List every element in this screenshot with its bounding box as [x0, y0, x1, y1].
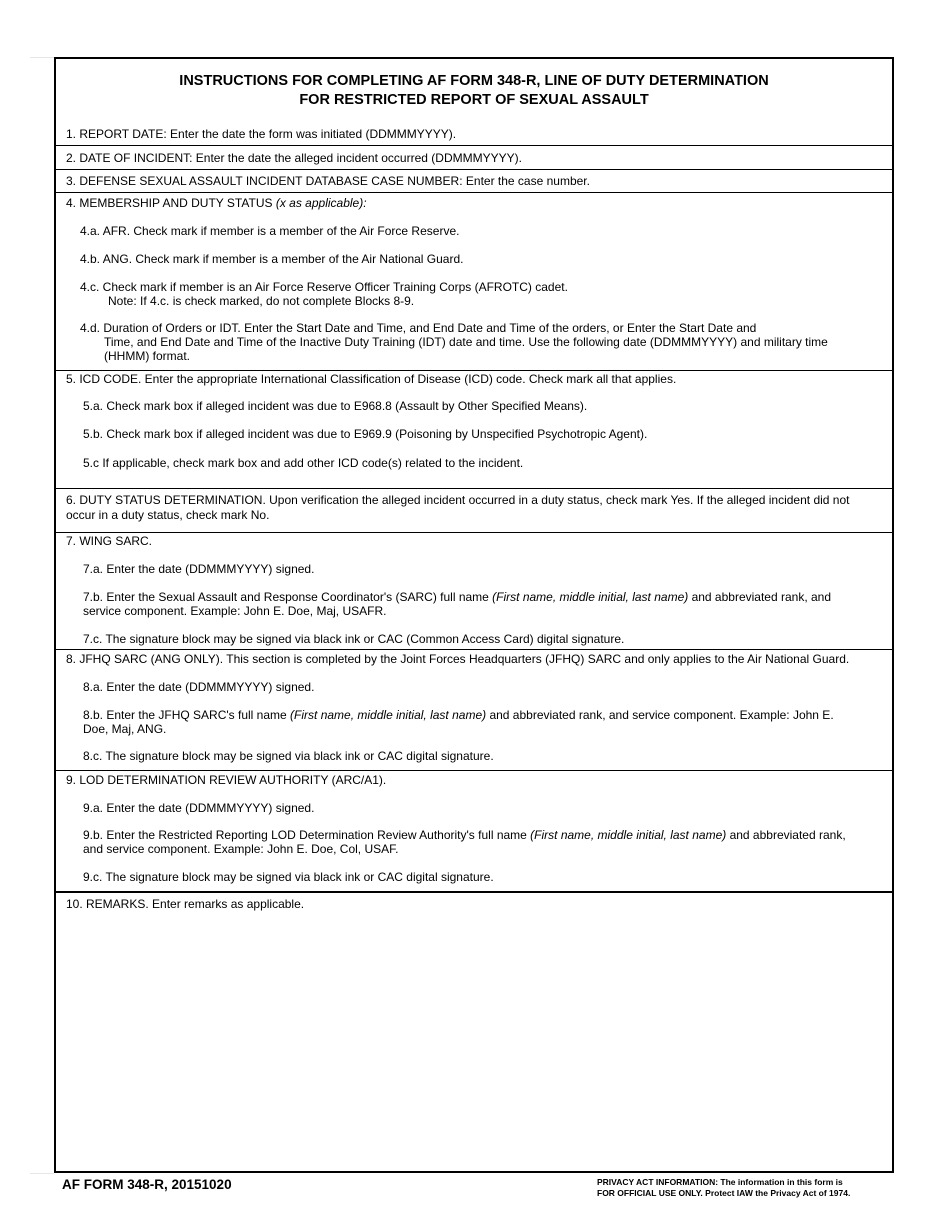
- divider: [56, 169, 892, 170]
- item-1-report-date: 1. REPORT DATE: Enter the date the form was initiated (DDMMMYYYY).: [66, 127, 457, 141]
- item-4c-note: Note: If 4.c. is check marked, do not complete Blocks 8-9.: [108, 294, 415, 308]
- divider: [56, 370, 892, 371]
- item-7b-text: 7.b. Enter the Sexual Assault and Response Coordinator's (SARC) full name: [83, 590, 493, 604]
- item-5a: 5.a. Check mark box if alleged incident was due to E968.8 (Assault by Other Specified Means).: [83, 399, 588, 413]
- item-4a-afr: 4.a. AFR. Check mark if member is a member of the Air Force Reserve.: [80, 224, 460, 238]
- item-8-jfhq-sarc: 8. JFHQ SARC (ANG ONLY). This section is completed by the Joint Forces Headquarters (JFHQ) SARC and only applies to the Air National Guard.: [66, 652, 850, 666]
- item-7b-line-2: service component. Example: John E. Doe, Maj, USAFR.: [83, 604, 387, 618]
- item-10-remarks: 10. REMARKS. Enter remarks as applicable.: [66, 897, 305, 911]
- form-title: [56, 72, 892, 110]
- divider: [56, 891, 892, 893]
- item-4c-afrotc: 4.c. Check mark if member is an Air Force Reserve Officer Training Corps (AFROTC) cadet.: [80, 280, 568, 294]
- item-8b-italic: (First name, middle initial, last name): [290, 708, 487, 722]
- title-line-1: INSTRUCTIONS FOR COMPLETING AF FORM 348-R, LINE OF DUTY DETERMINATION: [179, 73, 769, 89]
- item-9b-italic: (First name, middle initial, last name): [530, 828, 727, 842]
- privacy-line-1: PRIVACY ACT INFORMATION: The information in this form is: [597, 1177, 843, 1187]
- margin-mark: [30, 57, 54, 58]
- item-7c: 7.c. The signature block may be signed via black ink or CAC (Common Access Card) digital signature.: [83, 632, 625, 646]
- item-4b-ang: 4.b. ANG. Check mark if member is a member of the Air National Guard.: [80, 252, 464, 266]
- item-7-wing-sarc: 7. WING SARC.: [66, 534, 153, 548]
- divider: [56, 192, 892, 193]
- item-5c: 5.c If applicable, check mark box and add other ICD code(s) related to the incident.: [83, 456, 524, 470]
- item-7a: 7.a. Enter the date (DDMMMYYYY) signed.: [83, 562, 315, 576]
- margin-mark: [30, 1173, 54, 1174]
- item-9-lod-review: 9. LOD DETERMINATION REVIEW AUTHORITY (ARC/A1).: [66, 773, 387, 787]
- item-3-case-number: 3. DEFENSE SEXUAL ASSAULT INCIDENT DATABASE CASE NUMBER: Enter the case number.: [66, 174, 590, 188]
- item-5b: 5.b. Check mark box if alleged incident was due to E969.9 (Poisoning by Unspecified Psychotropic Agent).: [83, 427, 648, 441]
- item-8c: 8.c. The signature block may be signed via black ink or CAC digital signature.: [83, 749, 494, 763]
- instructions-form: [54, 57, 894, 1173]
- item-9b-line-2: and service component. Example: John E. Doe, Col, USAF.: [83, 842, 399, 856]
- item-9b-text-end: and abbreviated rank,: [726, 828, 846, 842]
- item-8b-line-1: [83, 708, 834, 723]
- item-5-icd-code: 5. ICD CODE. Enter the appropriate International Classification of Disease (ICD) code. Check mark all that applies.: [66, 372, 677, 386]
- form-number: AF FORM 348-R, 20151020: [62, 1177, 232, 1192]
- item-9b-text: 9.b. Enter the Restricted Reporting LOD Determination Review Authority's full name: [83, 828, 531, 842]
- item-4-note: (x as applicable):: [275, 196, 367, 210]
- item-9b-line-1: [83, 828, 846, 843]
- item-8b-text-end: and abbreviated rank, and service component. Example: John E.: [486, 708, 834, 722]
- item-6-line-2: occur in a duty status, check mark No.: [66, 508, 270, 522]
- privacy-act-notice: [597, 1177, 850, 1198]
- item-7b-text-end: and abbreviated rank, and: [688, 590, 832, 604]
- divider: [56, 649, 892, 650]
- divider: [56, 532, 892, 533]
- item-4d-line-1: 4.d. Duration of Orders or IDT. Enter the Start Date and Time, and End Date and Time of the orders, or Enter the Start Date and: [80, 321, 757, 335]
- item-8b-line-2: Doe, Maj, ANG.: [83, 722, 167, 736]
- item-8b-text: 8.b. Enter the JFHQ SARC's full name: [83, 708, 291, 722]
- divider: [56, 488, 892, 489]
- item-4d-line-2: Time, and End Date and Time of the Inactive Duty Training (IDT) date and time. Use the following date (DDMMMYYYY) and military time: [104, 335, 828, 349]
- item-2-date-of-incident: 2. DATE OF INCIDENT: Enter the date the alleged incident occurred (DDMMMYYYY).: [66, 151, 522, 165]
- title-line-2: FOR RESTRICTED REPORT OF SEXUAL ASSAULT: [299, 92, 649, 108]
- item-8a: 8.a. Enter the date (DDMMMYYYY) signed.: [83, 680, 315, 694]
- item-7b-line-1: [83, 590, 831, 605]
- item-9c: 9.c. The signature block may be signed via black ink or CAC digital signature.: [83, 870, 494, 884]
- divider: [56, 145, 892, 146]
- item-9a: 9.a. Enter the date (DDMMMYYYY) signed.: [83, 801, 315, 815]
- item-7b-italic: (First name, middle initial, last name): [492, 590, 689, 604]
- divider: [56, 770, 892, 771]
- privacy-line-2: FOR OFFICIAL USE ONLY. Protect IAW the Privacy Act of 1974.: [597, 1187, 851, 1198]
- item-4-label: 4. MEMBERSHIP AND DUTY STATUS: [66, 196, 276, 210]
- item-4-membership: [66, 196, 367, 211]
- item-6-line-1: 6. DUTY STATUS DETERMINATION. Upon verification the alleged incident occurred in a duty status, check mark Yes. If the alleged incident did not: [66, 493, 850, 507]
- item-4d-line-3: (HHMM) format.: [104, 349, 190, 363]
